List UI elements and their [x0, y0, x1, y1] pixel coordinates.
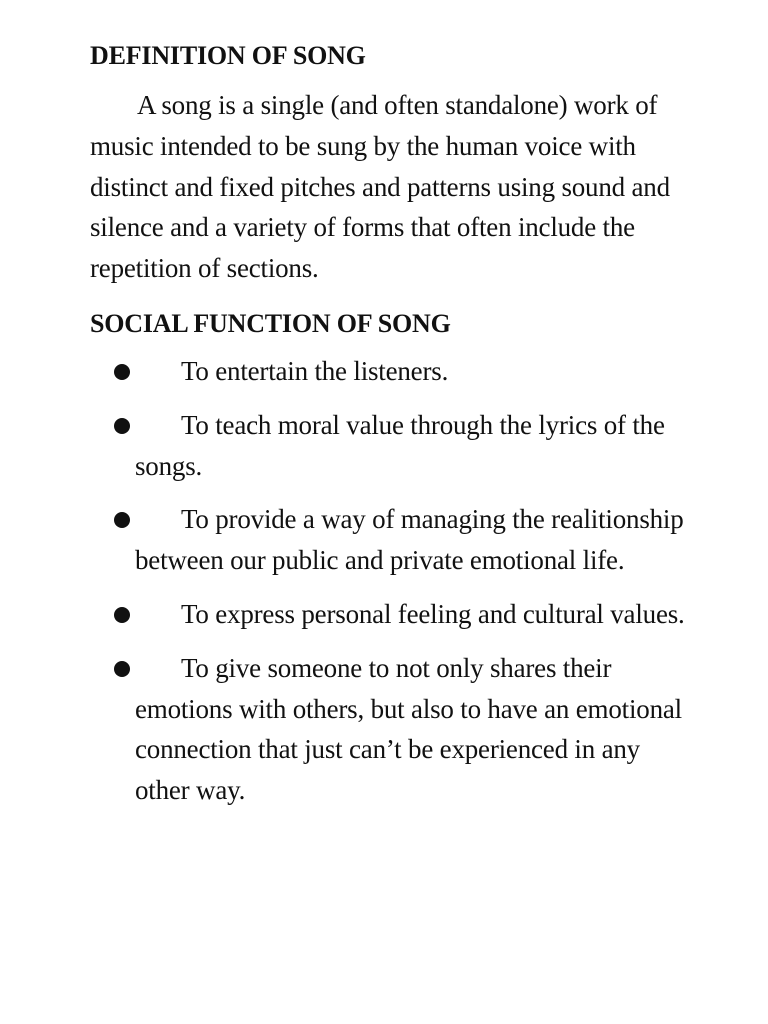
list-item-text: To teach moral value through the lyrics of the songs.	[135, 409, 665, 481]
list-item	[90, 594, 690, 635]
bullet-icon	[114, 607, 130, 623]
social-function-list	[90, 351, 690, 811]
bullet-icon	[114, 364, 130, 380]
list-item	[90, 351, 690, 392]
list-item-text: To provide a way of managing the realitionship between our public and private emotional life.	[135, 504, 684, 576]
list-item-text: To entertain the listeners.	[181, 355, 449, 386]
definition-paragraph: A song is a single (and often standalone) work of music intended to be sung by the human voice with distinct and fixed pitches and patterns using sound and silence and a variety of forms that often include the repetition of sections.	[90, 90, 670, 284]
bullet-icon	[114, 418, 130, 434]
list-item-text: To give someone to not only shares their emotions with others, but also to have an emotional connection that just can’t be experienced in any other way.	[135, 652, 682, 806]
list-item	[90, 499, 690, 581]
list-item	[90, 405, 690, 487]
list-item	[90, 648, 690, 811]
bullet-icon	[114, 661, 130, 677]
document-page	[90, 36, 690, 824]
social-function-heading: SOCIAL FUNCTION OF SONG	[90, 308, 451, 338]
bullet-icon	[114, 512, 130, 528]
definition-heading: DEFINITION OF SONG	[90, 41, 366, 70]
list-item-text: To express personal feeling and cultural values.	[181, 598, 685, 629]
